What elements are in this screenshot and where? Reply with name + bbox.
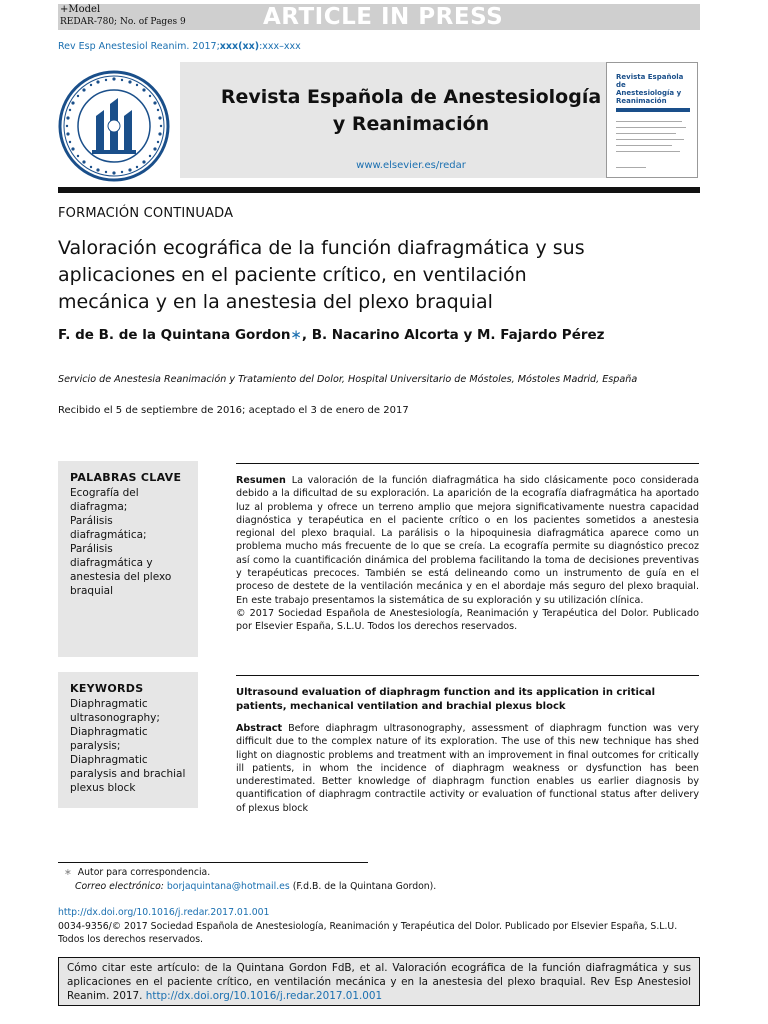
keyword-line: Parálisis	[70, 515, 113, 527]
journal-cover-thumbnail	[606, 62, 698, 178]
keyword-line: paralysis and brachial	[70, 768, 186, 780]
keyword-line: anestesia del plexo	[70, 571, 172, 583]
email-owner: (F.d.B. de la Quintana Gordon).	[292, 881, 437, 892]
keywords-en-heading: KEYWORDS	[70, 682, 144, 695]
cover-line	[616, 133, 676, 134]
cover-line	[616, 145, 672, 146]
abstract-es-body	[236, 474, 699, 607]
citation-text: Cómo citar este artículo: de la Quintana Gordon FdB, et al. Valoración ecográfica de la función diafragmática y sus aplicaciones en el paciente crítico, en ventilación mecánica y en la anestesia del plexo braquial. Rev Esp Anestesiol Reanim. 2017.	[67, 962, 691, 1003]
keyword-line: Diaphragmatic	[70, 726, 148, 738]
citation-doi-link[interactable]: http://dx.doi.org/10.1016/j.redar.2017.01.001	[145, 990, 383, 1003]
keyword-line: diafragma;	[70, 501, 128, 513]
email-label: Correo electrónico:	[75, 881, 164, 892]
footnote-corresponding-text: Autor para correspondencia.	[77, 867, 211, 878]
received-dates: Recibido el 5 de septiembre de 2016; aceptado el 3 de enero de 2017	[58, 405, 409, 416]
corresponding-author-marker[interactable]: ∗	[290, 327, 302, 343]
abstract-es-copyright: © 2017 Sociedad Española de Anestesiología, Reanimación y Terapéutica del Dolor. Publicado por Elsevier España, S.L.U. Todos los derechos reservados.	[236, 607, 699, 633]
keyword-line: plexus block	[70, 782, 136, 794]
journal-title	[180, 84, 642, 138]
keywords-es-heading: PALABRAS CLAVE	[70, 471, 182, 484]
article-title: Valoración ecográfica de la función diafragmática y sus aplicaciones en el paciente crítico, en ventilación mecánica y en la anestesia del plexo braquial	[58, 237, 585, 313]
footnote-corresponding	[64, 866, 210, 879]
keyword-line: diafragmática;	[70, 529, 147, 541]
keyword-line: ultrasonography;	[70, 712, 160, 724]
journal-title-line-2: y Reanimación	[332, 113, 490, 135]
article-in-press-banner: ARTICLE IN PRESS	[263, 4, 504, 30]
abstract-es-label: Resumen	[236, 475, 286, 486]
email-link[interactable]: borjaquintana@hotmail.es	[166, 881, 290, 892]
keyword-line: Diaphragmatic	[70, 698, 148, 710]
keyword-line: paralysis;	[70, 740, 121, 752]
article-status-bar	[58, 4, 700, 30]
header-divider	[58, 187, 700, 193]
author-list	[58, 327, 605, 343]
reference-line: REDAR-780; No. of Pages 9	[60, 17, 186, 27]
journal-title-line-1: Revista Española de Anestesiología	[220, 86, 602, 108]
keyword-line: braquial	[70, 585, 114, 597]
abstract-en-label: Abstract	[236, 723, 283, 734]
section-label: FORMACIÓN CONTINUADA	[58, 206, 234, 221]
abstract-en-body	[236, 722, 699, 815]
keywords-es-panel	[58, 461, 198, 657]
footnote-marker: ∗	[64, 867, 72, 878]
keyword-line: diafragmática y	[70, 557, 153, 569]
cover-line	[616, 127, 686, 128]
abstract-en	[236, 675, 699, 815]
footnote-divider	[58, 862, 368, 863]
keyword-line: Ecografía del	[70, 487, 139, 499]
keyword-line: Parálisis	[70, 543, 113, 555]
society-seal-logo	[58, 70, 170, 182]
keywords-en-panel	[58, 672, 198, 808]
issn-copyright: 0034-9356/© 2017 Sociedad Española de Anestesiología, Reanimación y Terapéutica del Dolor. Publicado por Elsevier España, S.L.U. Todos los derechos reservados.	[58, 921, 678, 945]
cover-line	[616, 121, 682, 122]
keyword-line: Diaphragmatic	[70, 754, 148, 766]
journal-ref-pages: :xxx–xxx	[259, 41, 301, 52]
abstract-es	[236, 463, 699, 634]
citation-box	[58, 957, 700, 1006]
first-author: F. de B. de la Quintana Gordon	[58, 327, 291, 343]
doi-link[interactable]: http://dx.doi.org/10.1016/j.redar.2017.01.001	[58, 907, 270, 918]
other-authors: , B. Nacarino Alcorta y M. Fajardo Pérez	[301, 327, 605, 343]
affiliation: Servicio de Anestesia Reanimación y Tratamiento del Dolor, Hospital Universitario de Móstoles, Móstoles Madrid, España	[58, 374, 638, 385]
abstract-en-title: Ultrasound evaluation of diaphragm function and its application in critical patients, mechanical ventilation and brachial plexus block	[236, 687, 656, 712]
abstract-es-text: La valoración de la función diafragmática ha sido clásicamente poco considerada debido a la dificultad de su exploración. La aparición de la ecografía diafragmática ha aportado luz al problema y ofrece un terreno amplio que mejora significativamente nuestra capacidad diagnóstica y terapéutica en el paciente crítico o en los pacientes sometidos a anestesia regional del plexo braquial. La parálisis o la hipoquinesia diafragmática aparece como un problema mucho más frecuente de lo que se creía. La ecografía permite su diagnóstico precoz así como la cuantificación dinámica del problema facilitando la toma de decisiones preventivas y terapéuticas precoces. También se está delineando como un instrumento de guía en el proceso de destete de la ventilación mecánica y en el abordaje más seguro del plexo braquial. En este trabajo presentamos la sistemática de su exploración y su utilización clínica.	[236, 475, 699, 606]
journal-citation-line[interactable]	[58, 41, 301, 52]
journal-title-panel	[180, 62, 642, 178]
journal-url-link[interactable]: www.elsevier.es/redar	[356, 160, 466, 171]
cover-line	[616, 151, 680, 152]
model-label: +Model	[60, 4, 101, 15]
journal-ref-volume: xxx(xx)	[219, 41, 260, 52]
cover-line	[616, 167, 646, 168]
cover-title: Revista Española de Anestesiología y Reanimación	[616, 73, 684, 105]
footnote-email	[75, 880, 436, 893]
journal-header	[58, 62, 700, 178]
abstract-en-text: Before diaphragm ultrasonography, assessment of diaphragm function was very difficult due to the complex nature of its exploration. The use of this new technique has shed light on diagnostic problems and treatment with an improvement in final outcomes for critically ill patients, in whom the incidence of diaphragm weakness or dysfunction has been underestimated. Better knowledge of diaphragm function enables us earlier diagnosis by quantification of diaphragm contractile activity or evaluation of functional status after delivery of plexus block	[236, 723, 699, 814]
journal-ref-prefix: Rev Esp Anestesiol Reanim. 2017;	[58, 41, 220, 52]
cover-line	[616, 139, 684, 140]
cover-color-bar	[616, 108, 690, 112]
